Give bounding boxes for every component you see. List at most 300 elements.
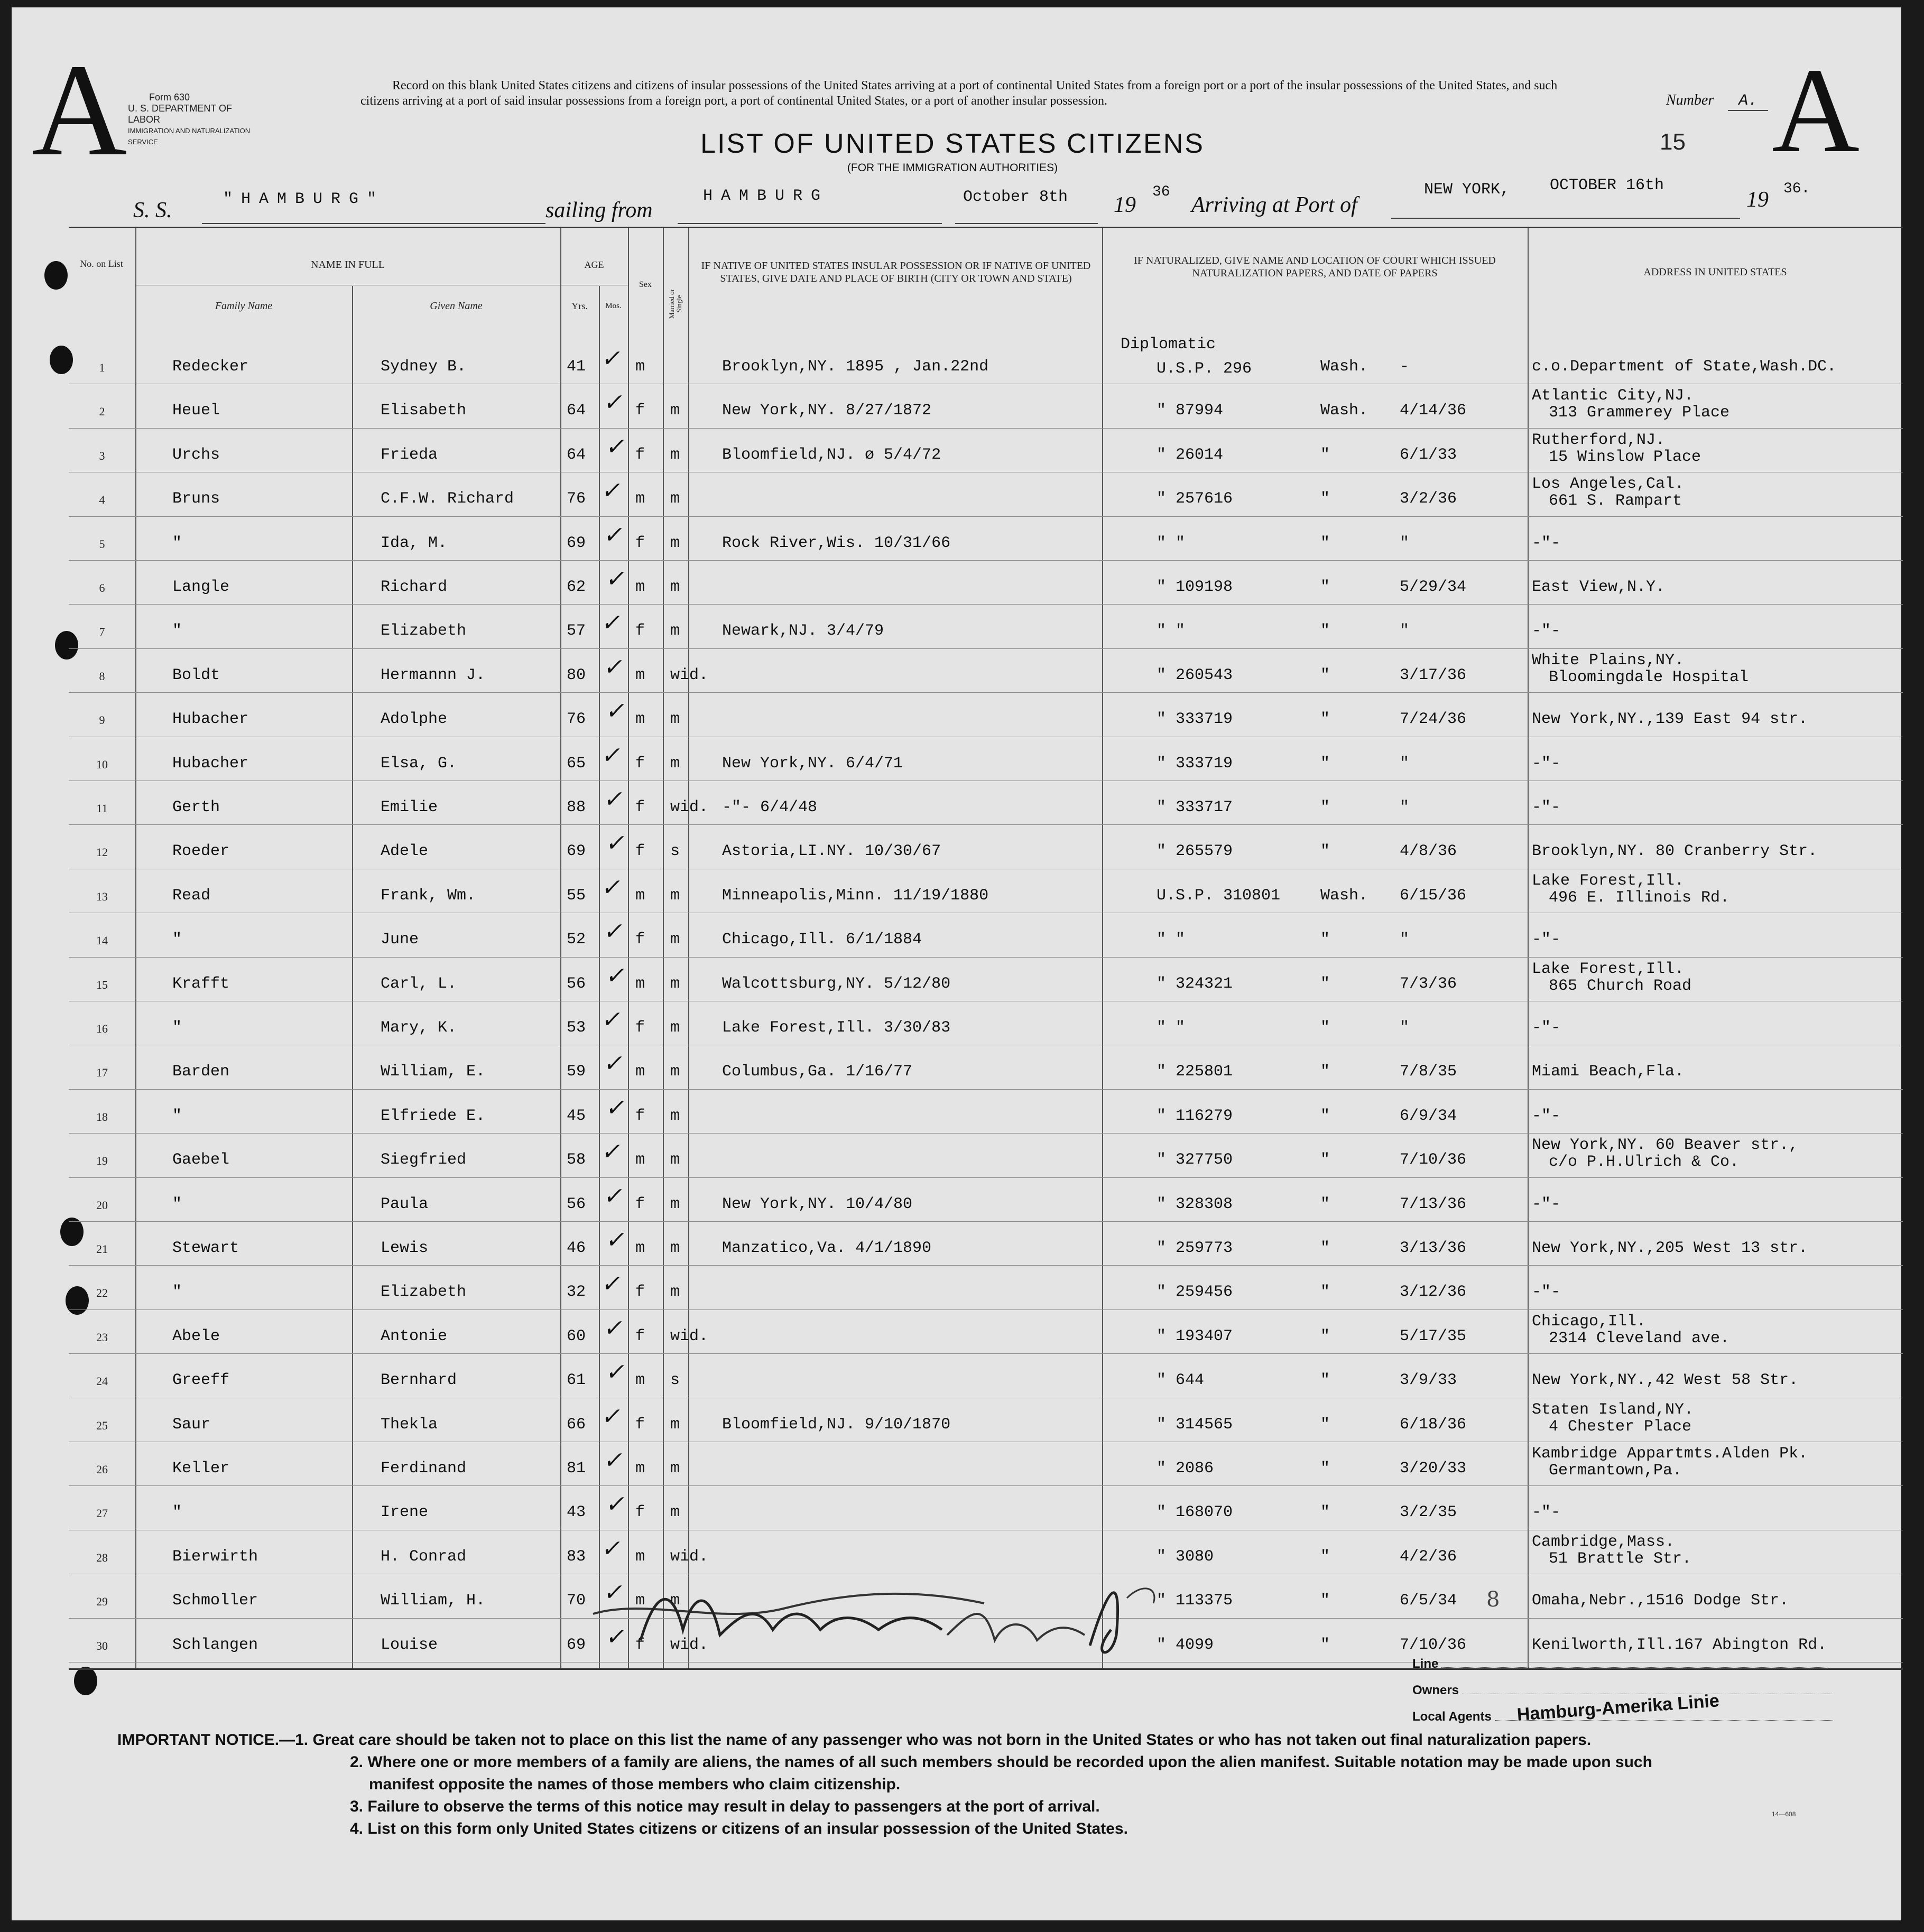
table-cell-given: Elizabeth <box>381 1283 467 1302</box>
table-cell-nat-date: 6/1/33 <box>1400 445 1457 464</box>
table-cell-given: Adolphe <box>381 710 448 729</box>
checkmark-icon: ✓ <box>602 653 627 681</box>
table-cell-nat-court: " <box>1320 1063 1330 1081</box>
col-header-mos: Mos. <box>605 302 622 310</box>
table-cell-given: Frieda <box>381 445 438 464</box>
table-cell-nat-date: 3/13/36 <box>1400 1239 1467 1257</box>
table-cell-marital: wid. <box>670 666 709 684</box>
departure-port: HAMBURG <box>703 187 829 205</box>
checkmark-icon: ✓ <box>602 786 627 813</box>
table-cell-nat-cert: U.S.P. 310801 <box>1157 886 1281 905</box>
table-cell-family: " <box>172 622 182 640</box>
table-cell-address-1: White Plains,NY. <box>1532 651 1685 670</box>
table-cell-family: Roeder <box>172 842 230 861</box>
table-cell-marital: m <box>670 754 680 773</box>
table-cell-nat-date: 7/10/36 <box>1400 1151 1467 1169</box>
table-cell-address-1: Los Angeles,Cal. <box>1532 475 1685 494</box>
notice-item-2: 2. Where one or more members of a family are aliens, the names of all such members should be recorded upon the alien manifest. Suitable notation may be made upon such <box>350 1753 1652 1771</box>
checkmark-icon: ✓ <box>604 962 630 989</box>
page-title: LIST OF UNITED STATES CITIZENS <box>700 128 1205 159</box>
table-cell-no: 26 <box>96 1463 108 1476</box>
table-cell-sex: f <box>635 1283 645 1302</box>
table-cell-marital: wid. <box>670 1547 709 1566</box>
local-agents-label: Local Agents <box>1412 1710 1492 1724</box>
binder-hole <box>74 1667 97 1695</box>
table-cell-nat-court: " <box>1320 1592 1330 1610</box>
notice-label: IMPORTANT NOTICE.—1. <box>117 1731 309 1749</box>
table-cell-no: 11 <box>96 802 108 815</box>
table-cell-nat-date: " <box>1400 931 1410 949</box>
table-cell-age: 59 <box>567 1063 586 1081</box>
table-cell-birthplace: -"- 6/4/48 <box>722 798 818 816</box>
table-cell-given: Hermannn J. <box>381 666 486 684</box>
table-cell-given: Elisabeth <box>381 402 467 420</box>
table-cell-no: 4 <box>99 493 105 507</box>
table-cell-nat-cert: " 26014 <box>1157 445 1224 464</box>
table-cell-nat-cert: " 109198 <box>1157 578 1233 596</box>
table-cell-family: Stewart <box>172 1239 239 1257</box>
table-cell-age: 69 <box>567 534 586 552</box>
table-cell-nat-cert: " 327750 <box>1157 1151 1233 1169</box>
table-cell-sex: f <box>635 1636 645 1654</box>
table-cell-family: Krafft <box>172 974 230 993</box>
table-cell-family: Langle <box>172 578 230 596</box>
table-cell-marital: m <box>670 490 680 508</box>
ship-name: "HAMBURG" <box>223 190 385 208</box>
table-cell-address-1: East View,N.Y. <box>1532 578 1666 596</box>
checkmark-icon: ✓ <box>599 1535 625 1562</box>
table-cell-sex: m <box>635 578 645 596</box>
number-field <box>1666 92 1768 110</box>
table-cell-nat-court: " <box>1320 1636 1330 1654</box>
departure-year: 36 <box>1152 184 1170 200</box>
table-cell-given: Sydney B. <box>381 358 467 376</box>
table-cell-birthplace: Bloomfield,NJ. ø 5/4/72 <box>722 445 941 464</box>
checkmark-icon: ✓ <box>599 1138 625 1166</box>
inspector-signature <box>582 1566 1185 1667</box>
table-cell-given: Mary, K. <box>381 1019 457 1037</box>
table-cell-nat-date: 7/13/36 <box>1400 1195 1467 1213</box>
table-cell-nat-date: - <box>1400 358 1410 376</box>
print-code: 14—608 <box>1772 1810 1796 1818</box>
table-cell-sex: f <box>635 1327 645 1345</box>
agents-stamp: Hamburg-Amerika Linie <box>1516 1690 1720 1725</box>
checkmark-icon: ✓ <box>599 874 625 901</box>
table-cell-family: Boldt <box>172 666 220 684</box>
table-cell-address-1: Lake Forest,Ill. <box>1532 871 1685 890</box>
col-header-sex: Sex <box>639 280 652 289</box>
table-cell-given: William, H. <box>381 1592 486 1610</box>
table-cell-birthplace: Chicago,Ill. 6/1/1884 <box>722 931 922 949</box>
table-cell-marital: m <box>670 931 680 949</box>
table-cell-nat-court: " <box>1320 1327 1330 1345</box>
table-cell-nat-note: Diplomatic <box>1121 336 1216 354</box>
checkmark-icon: ✓ <box>599 1270 625 1298</box>
table-cell-sex: m <box>635 1371 645 1390</box>
table-cell-nat-court: " <box>1320 445 1330 464</box>
table-cell-no: 28 <box>96 1550 108 1564</box>
arrival-year-prefix: 19 <box>1746 188 1769 212</box>
table-cell-family: Bierwirth <box>172 1547 258 1566</box>
table-cell-given: Emilie <box>381 798 438 816</box>
table-cell-birthplace: Bloomfield,NJ. 9/10/1870 <box>722 1415 951 1434</box>
table-cell-nat-date: 5/17/35 <box>1400 1327 1467 1345</box>
table-cell-marital: m <box>670 1063 680 1081</box>
table-cell-address-1: Omaha,Nebr.,1516 Dodge Str. <box>1532 1592 1789 1610</box>
table-cell-address-2: 15 Winslow Place <box>1549 448 1701 466</box>
table-cell-no: 15 <box>96 978 108 991</box>
table-cell-nat-date: 7/8/35 <box>1400 1063 1457 1081</box>
table-cell-nat-court: " <box>1320 1107 1330 1125</box>
table-cell-nat-cert: " 328308 <box>1157 1195 1233 1213</box>
table-cell-marital: m <box>670 1239 680 1257</box>
checkmark-icon: ✓ <box>602 1182 627 1210</box>
table-cell-nat-court: Wash. <box>1320 402 1368 420</box>
checkmark-icon: ✓ <box>604 1094 630 1121</box>
passenger-table <box>69 227 1903 1670</box>
table-cell-birthplace: Newark,NJ. 3/4/79 <box>722 622 884 640</box>
table-cell-nat-cert: " 3080 <box>1157 1547 1214 1566</box>
table-cell-address-2: 313 Grammerey Place <box>1549 404 1730 422</box>
table-cell-family: Saur <box>172 1415 211 1434</box>
table-cell-nat-date: 7/24/36 <box>1400 710 1467 729</box>
table-cell-family: Keller <box>172 1460 230 1478</box>
notice-item-2-cont: manifest opposite the names of those members who claim citizenship. <box>369 1776 901 1793</box>
table-cell-birthplace: Manzatico,Va. 4/1/1890 <box>722 1239 932 1257</box>
table-cell-marital: m <box>670 1283 680 1302</box>
table-cell-no: 24 <box>96 1374 108 1388</box>
table-cell-marital: m <box>670 1107 680 1125</box>
checkmark-icon: ✓ <box>602 1314 627 1342</box>
table-cell-marital: m <box>670 1019 680 1037</box>
table-cell-given: Ida, M. <box>381 534 448 552</box>
table-cell-no: 1 <box>99 361 105 374</box>
table-cell-marital: m <box>670 578 680 596</box>
table-cell-family: Read <box>172 886 211 905</box>
table-cell-nat-court: " <box>1320 534 1330 552</box>
table-cell-age: 66 <box>567 1415 586 1434</box>
table-cell-age: 81 <box>567 1460 586 1478</box>
table-cell-address-1: New York,NY. 60 Beaver str., <box>1532 1136 1799 1155</box>
table-cell-age: 56 <box>567 1195 586 1213</box>
table-cell-nat-court: Wash. <box>1320 886 1368 905</box>
table-cell-nat-court: " <box>1320 1415 1330 1434</box>
checkmark-icon: ✓ <box>602 918 627 945</box>
table-cell-nat-court: " <box>1320 490 1330 508</box>
checkmark-icon: ✓ <box>604 565 630 592</box>
table-cell-no: 7 <box>99 625 105 639</box>
table-cell-nat-date: 3/17/36 <box>1400 666 1467 684</box>
table-cell-nat-court: " <box>1320 974 1330 993</box>
table-cell-nat-cert: " 87994 <box>1157 402 1224 420</box>
table-cell-family: Gaebel <box>172 1151 230 1169</box>
form-letter-right: A <box>1772 43 1860 178</box>
table-cell-nat-date: " <box>1400 798 1410 816</box>
table-cell-birthplace: Lake Forest,Ill. 3/30/83 <box>722 1019 951 1037</box>
table-cell-sex: m <box>635 490 645 508</box>
table-cell-given: Siegfried <box>381 1151 467 1169</box>
table-cell-nat-court: " <box>1320 666 1330 684</box>
table-cell-given: Thekla <box>381 1415 438 1434</box>
table-cell-nat-date: 7/10/36 <box>1400 1636 1467 1654</box>
table-cell-sex: m <box>635 1239 645 1257</box>
table-cell-address-1: -"- <box>1532 1019 1561 1037</box>
table-cell-marital: m <box>670 1592 680 1610</box>
table-cell-age: 76 <box>567 710 586 729</box>
table-cell-age: 58 <box>567 1151 586 1169</box>
table-cell-given: Elsa, G. <box>381 754 457 773</box>
table-cell-address-1: Staten Island,NY. <box>1532 1400 1694 1419</box>
table-cell-nat-date: 7/3/36 <box>1400 974 1457 993</box>
table-cell-address-1: -"- <box>1532 1283 1561 1302</box>
table-cell-age: 64 <box>567 402 586 420</box>
table-cell-address-1: Cambridge,Mass. <box>1532 1532 1675 1551</box>
table-cell-age: 53 <box>567 1019 586 1037</box>
table-cell-address-1: -"- <box>1532 798 1561 816</box>
number-label: Number <box>1666 92 1714 108</box>
department-name: U. S. DEPARTMENT OF LABOR <box>128 103 233 125</box>
table-cell-family: " <box>172 1107 182 1125</box>
table-cell-address-1: Chicago,Ill. <box>1532 1312 1646 1331</box>
table-cell-sex: m <box>635 1547 645 1566</box>
table-cell-sex: m <box>635 886 645 905</box>
table-cell-age: 32 <box>567 1283 586 1302</box>
table-cell-marital: wid. <box>670 1636 709 1654</box>
table-cell-no: 12 <box>96 846 108 859</box>
table-cell-birthplace: New York,NY. 6/4/71 <box>722 754 903 773</box>
table-cell-given: Richard <box>381 578 448 596</box>
table-cell-nat-cert: " 265579 <box>1157 842 1233 861</box>
table-cell-no: 3 <box>99 449 105 462</box>
checkmark-icon: ✓ <box>604 1623 630 1650</box>
owners-label: Owners <box>1412 1683 1459 1697</box>
table-cell-nat-court: " <box>1320 931 1330 949</box>
table-cell-marital: m <box>670 710 680 729</box>
table-cell-nat-cert: " " <box>1157 622 1186 640</box>
table-cell-nat-court: " <box>1320 1019 1330 1037</box>
ss-label: S. S. <box>133 198 172 222</box>
table-cell-no: 6 <box>99 581 105 595</box>
table-cell-nat-date: 3/2/36 <box>1400 490 1457 508</box>
manifest-sheet <box>12 7 1901 1920</box>
table-cell-age: 69 <box>567 842 586 861</box>
table-cell-nat-date: " <box>1400 754 1410 773</box>
table-cell-nat-date: 6/5/34 <box>1400 1592 1457 1610</box>
table-cell-family: Redecker <box>172 358 249 376</box>
table-cell-age: 52 <box>567 931 586 949</box>
line-label: Line <box>1412 1657 1439 1671</box>
table-cell-address-2: 661 S. Rampart <box>1549 492 1682 510</box>
table-cell-nat-cert: " 314565 <box>1157 1415 1233 1434</box>
page-subtitle: (FOR THE IMMIGRATION AUTHORITIES) <box>847 162 1058 174</box>
table-cell-nat-cert: " 2086 <box>1157 1460 1214 1478</box>
checkmark-icon: ✓ <box>602 389 627 416</box>
table-cell-given: C.F.W. Richard <box>381 490 514 508</box>
form-id-block <box>128 92 265 147</box>
table-cell-sex: f <box>635 1503 645 1522</box>
table-cell-marital: m <box>670 974 680 993</box>
table-cell-given: H. Conrad <box>381 1547 467 1566</box>
table-cell-age: 55 <box>567 886 586 905</box>
table-cell-given: Louise <box>381 1636 438 1654</box>
table-cell-no: 2 <box>99 405 105 419</box>
table-cell-age: 46 <box>567 1239 586 1257</box>
table-cell-nat-date: 6/18/36 <box>1400 1415 1467 1434</box>
table-cell-address-2: 2314 Cleveland ave. <box>1549 1329 1730 1348</box>
table-cell-nat-court: " <box>1320 1283 1330 1302</box>
table-cell-nat-cert: " " <box>1157 534 1186 552</box>
table-cell-nat-court: " <box>1320 754 1330 773</box>
table-cell-marital: m <box>670 1151 680 1169</box>
table-cell-sex: f <box>635 402 645 420</box>
table-cell-nat-court: " <box>1320 842 1330 861</box>
table-cell-family: Abele <box>172 1327 220 1345</box>
table-cell-address-1: Kambridge Appartmts.Alden Pk. <box>1532 1445 1808 1463</box>
table-cell-age: 41 <box>567 358 586 376</box>
table-cell-given: Elizabeth <box>381 622 467 640</box>
table-cell-sex: m <box>635 1460 645 1478</box>
table-cell-family: " <box>172 1503 182 1522</box>
notice-item-4: 4. List on this form only United States citizens or citizens of an insular possession of the United States. <box>350 1820 1128 1837</box>
table-cell-address-1: Miami Beach,Fla. <box>1532 1063 1685 1081</box>
table-cell-nat-cert: " 333719 <box>1157 710 1233 729</box>
notice-item-1: Great care should be taken not to place on this list the name of any passenger who was not born in the United States or who has not taken out final naturalization papers. <box>312 1731 1592 1749</box>
table-cell-birthplace: Walcottsburg,NY. 5/12/80 <box>722 974 951 993</box>
table-cell-family: Hubacher <box>172 754 249 773</box>
table-cell-age: 45 <box>567 1107 586 1125</box>
table-cell-marital: m <box>670 1195 680 1213</box>
table-cell-given: William, E. <box>381 1063 486 1081</box>
table-cell-family: " <box>172 1019 182 1037</box>
table-cell-nat-date: " <box>1400 1019 1410 1037</box>
table-cell-age: 62 <box>567 578 586 596</box>
table-cell-sex: f <box>635 1415 645 1434</box>
table-cell-nat-cert: " 116279 <box>1157 1107 1233 1125</box>
table-cell-nat-cert: " 333717 <box>1157 798 1233 816</box>
checkmark-icon: ✓ <box>602 521 627 549</box>
col-header-yrs: Yrs. <box>571 301 588 311</box>
table-cell-sex: f <box>635 1195 645 1213</box>
table-cell-age: 56 <box>567 974 586 993</box>
table-cell-nat-cert: " 260543 <box>1157 666 1233 684</box>
table-cell-marital: wid. <box>670 798 709 816</box>
checkmark-icon: ✓ <box>604 698 630 725</box>
table-cell-family: " <box>172 931 182 949</box>
table-cell-address-2: 4 Chester Place <box>1549 1417 1692 1436</box>
departure-year-prefix: 19 <box>1114 193 1136 217</box>
table-cell-nat-cert: " 324321 <box>1157 974 1233 993</box>
table-cell-nat-court: " <box>1320 1151 1330 1169</box>
table-cell-marital: wid. <box>670 1327 709 1345</box>
table-cell-age: 76 <box>567 490 586 508</box>
table-cell-age: 80 <box>567 666 586 684</box>
col-header-no: No. on List <box>80 258 123 269</box>
table-cell-marital: s <box>670 1371 680 1390</box>
col-header-age: AGE <box>584 259 604 270</box>
table-cell-given: Antonie <box>381 1327 448 1345</box>
checkmark-icon: ✓ <box>604 1359 630 1386</box>
table-cell-family: Heuel <box>172 402 220 420</box>
table-cell-birthplace: Astoria,LI.NY. 10/30/67 <box>722 842 941 861</box>
table-cell-marital: m <box>670 534 680 552</box>
checkmark-icon: ✓ <box>604 433 630 460</box>
table-cell-age: 70 <box>567 1592 586 1610</box>
table-cell-address-1: -"- <box>1532 1195 1561 1213</box>
table-cell-nat-court: " <box>1320 798 1330 816</box>
table-cell-nat-date: 6/9/34 <box>1400 1107 1457 1125</box>
table-cell-age: 83 <box>567 1547 586 1566</box>
table-cell-nat-date: " <box>1400 622 1410 640</box>
table-cell-nat-cert: " 168070 <box>1157 1503 1233 1522</box>
table-cell-nat-cert: " 333719 <box>1157 754 1233 773</box>
table-cell-sex: m <box>635 666 645 684</box>
col-header-married: Married or Single <box>668 289 683 319</box>
arrival-date: OCTOBER 16th <box>1550 177 1664 194</box>
table-cell-sex: m <box>635 1592 645 1610</box>
table-cell-nat-cert: " 225801 <box>1157 1063 1233 1081</box>
table-cell-age: 43 <box>567 1503 586 1522</box>
arrival-port: NEW YORK, <box>1424 181 1510 199</box>
table-cell-sex: f <box>635 622 645 640</box>
table-cell-no: 17 <box>96 1066 108 1080</box>
table-cell-address-2: 865 Church Road <box>1549 977 1692 995</box>
table-cell-address-1: Kenilworth,Ill.167 Abington Rd. <box>1532 1636 1827 1654</box>
table-cell-nat-court: " <box>1320 1371 1330 1390</box>
table-cell-family: Gerth <box>172 798 220 816</box>
table-cell-marital: m <box>670 622 680 640</box>
table-cell-nat-date: 3/20/33 <box>1400 1460 1467 1478</box>
table-cell-nat-court: " <box>1320 1239 1330 1257</box>
table-cell-nat-date: 3/12/36 <box>1400 1283 1467 1302</box>
table-cell-address-1: New York,NY.,42 West 58 Str. <box>1532 1371 1799 1390</box>
sailing-label: sailing from <box>545 198 653 222</box>
table-cell-no: 13 <box>96 889 108 903</box>
col-header-naturalized: IF NATURALIZED, GIVE NAME AND LOCATION OF COURT WHICH ISSUED NATURALIZATION PAPERS, AND DATE OF PAPERS <box>1134 255 1496 279</box>
table-cell-given: Adele <box>381 842 429 861</box>
table-cell-family: Urchs <box>172 445 220 464</box>
table-cell-family: " <box>172 1195 182 1213</box>
table-cell-nat-cert: " " <box>1157 931 1186 949</box>
table-cell-marital: m <box>670 886 680 905</box>
table-cell-address-1: Rutherford,NJ. <box>1532 431 1666 449</box>
table-cell-nat-court: " <box>1320 710 1330 729</box>
table-cell-sex: m <box>635 1151 645 1169</box>
table-cell-sex: f <box>635 534 645 552</box>
table-cell-given: Irene <box>381 1503 429 1522</box>
table-cell-family: " <box>172 1283 182 1302</box>
table-cell-sex: f <box>635 445 645 464</box>
table-cell-nat-cert: " " <box>1157 1019 1186 1037</box>
table-cell-no: 16 <box>96 1022 108 1035</box>
table-cell-marital: m <box>670 1503 680 1522</box>
checkmark-icon: ✓ <box>599 609 625 637</box>
table-cell-nat-court: Wash. <box>1320 358 1368 376</box>
form-number: Form 630 <box>149 92 190 103</box>
table-cell-no: 8 <box>99 669 105 683</box>
checkmark-icon: ✓ <box>602 1050 627 1078</box>
checkmark-icon: ✓ <box>599 1402 625 1430</box>
table-cell-sex: f <box>635 798 645 816</box>
checkmark-icon: ✓ <box>599 477 625 505</box>
table-cell-given: Frank, Wm. <box>381 886 476 905</box>
table-cell-no: 9 <box>99 713 105 727</box>
service-name: IMMIGRATION AND NATURALIZATION SERVICE <box>128 127 251 146</box>
checkmark-icon: ✓ <box>604 1227 630 1253</box>
table-cell-no: 23 <box>96 1330 108 1344</box>
table-cell-family: " <box>172 534 182 552</box>
table-cell-address-1: -"- <box>1532 931 1561 949</box>
col-header-given: Given Name <box>430 300 483 312</box>
